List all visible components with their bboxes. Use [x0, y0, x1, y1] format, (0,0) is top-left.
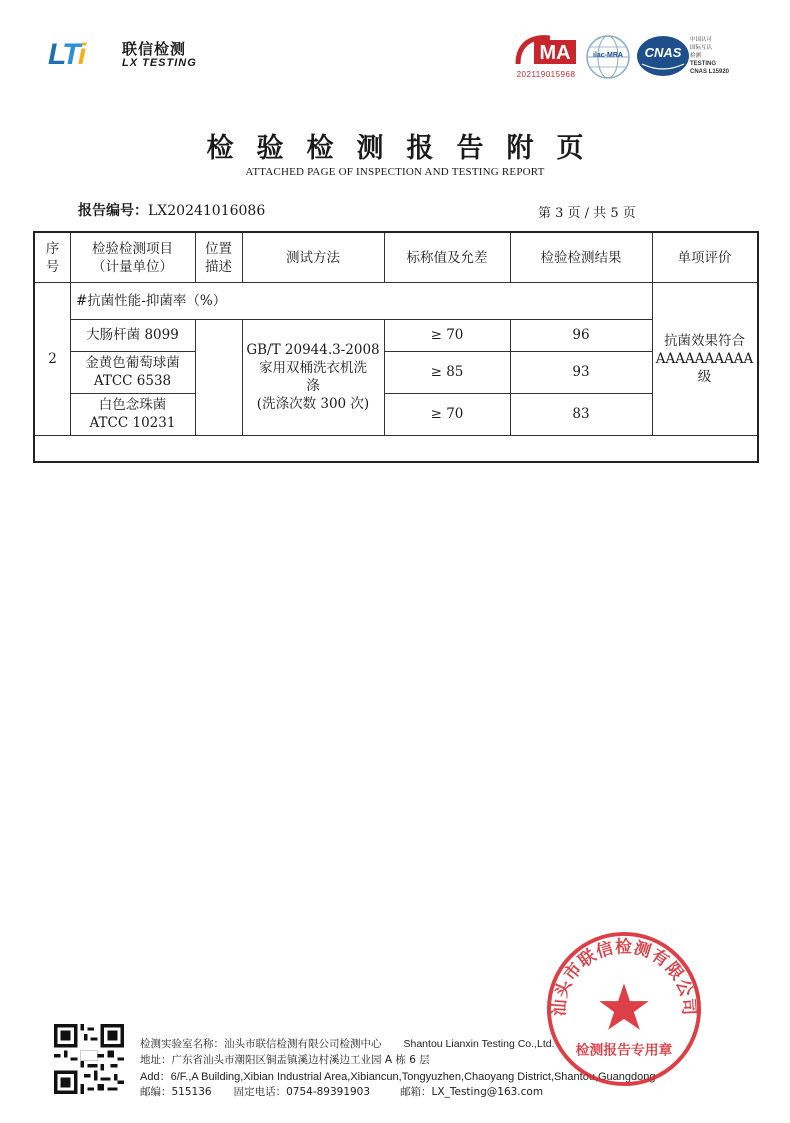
- row-divider: [35, 435, 757, 436]
- svg-text:汕头市联信检测有限公司: 汕头市联信检测有限公司: [548, 936, 700, 1017]
- footer-address-cn: 地址：广东省汕头市潮阳区铜盂镇溪边村溪边工业园 A 栋 6 层: [140, 1054, 430, 1066]
- footer-contacts: [140, 1084, 543, 1099]
- footer-email[interactable]: 邮箱：LX_Testing@163.com: [400, 1086, 544, 1098]
- svg-text:检测报告专用章: 检测报告专用章: [575, 1042, 673, 1059]
- header-evaluation: 单项评价: [677, 249, 732, 266]
- header-method: 测试方法: [286, 249, 340, 266]
- result-value: 93: [572, 364, 590, 380]
- header-standard: 标称值及允差: [406, 249, 488, 266]
- standard-value: ≥ 85: [430, 364, 464, 380]
- official-seal-stamp: [545, 930, 703, 1088]
- test-item: 白色念珠菌 ATCC 10231: [89, 397, 176, 431]
- evaluation-value: 抗菌效果符合 AAAAAAAAAA 级: [655, 332, 754, 385]
- header-result: 检验检测结果: [540, 249, 622, 266]
- test-method: GB/T 20944.3-2008 家用双桶洗衣机洗 涤 (洗涤次数 300 次): [246, 342, 380, 412]
- standard-value: ≥ 70: [430, 327, 464, 343]
- cma-logo: [512, 32, 580, 84]
- report-number: [78, 200, 265, 220]
- footer-lab-name: 检测实验室名称：汕头市联信检测有限公司检测中心 Shantou Lianxin Testing Co.,Ltd.: [140, 1038, 555, 1050]
- test-category: #抗菌性能-抑菌率（%）: [76, 292, 227, 309]
- logo-name-en: LX TESTING: [122, 57, 197, 69]
- page-subtitle: ATTACHED PAGE OF INSPECTION AND TESTING REPORT: [245, 166, 545, 178]
- header-seq: 序号: [45, 240, 60, 275]
- star-icon: [599, 983, 648, 1029]
- svg-text:MA: MA: [539, 42, 571, 64]
- cnas-logo: CNAS: [636, 34, 690, 78]
- footer-postcode: 邮编：515136: [140, 1086, 212, 1098]
- test-item: 大肠杆菌 8099: [86, 327, 179, 343]
- test-item: 金黄色葡萄球菌 ATCC 6538: [85, 355, 180, 389]
- company-logo: [48, 36, 218, 76]
- report-number-label: 报告编号：: [78, 203, 148, 219]
- seq-number: 2: [48, 350, 57, 367]
- header-item: 检验检测项目 （计量单位）: [92, 240, 173, 275]
- page-indicator: 第 3 页 / 共 5 页: [538, 206, 636, 221]
- cnas-accreditation-text: 中国认可 国际互认 检测 TESTING CNAS L15920: [690, 37, 730, 75]
- page-title: 检验检测报告附页: [206, 133, 607, 164]
- qr-code-icon: [54, 1024, 124, 1094]
- header-position: 位置 描述: [205, 240, 232, 275]
- col-divider: [195, 319, 196, 435]
- footer-phone: 固定电话：0754-89391903: [233, 1086, 371, 1098]
- cma-number: 202119015968: [516, 70, 576, 79]
- logo-name-cn: 联信检测: [122, 40, 187, 58]
- standard-value: ≥ 70: [430, 406, 464, 422]
- result-value: 83: [572, 406, 590, 422]
- result-value: 96: [572, 327, 590, 343]
- report-number-value: LX20241016086: [148, 203, 266, 219]
- logo-mark: LTi: [48, 38, 85, 71]
- ilac-mra-logo: ilac-MRA: [585, 34, 631, 80]
- results-table: [33, 231, 759, 463]
- cma-mark-icon: [512, 32, 580, 70]
- footer-address-en: Add：6/F.,A Building,Xibian Industrial Area,Xibiancun,Tongyuzhen,Chaoyang District,Shantou,Guangdong: [140, 1071, 656, 1083]
